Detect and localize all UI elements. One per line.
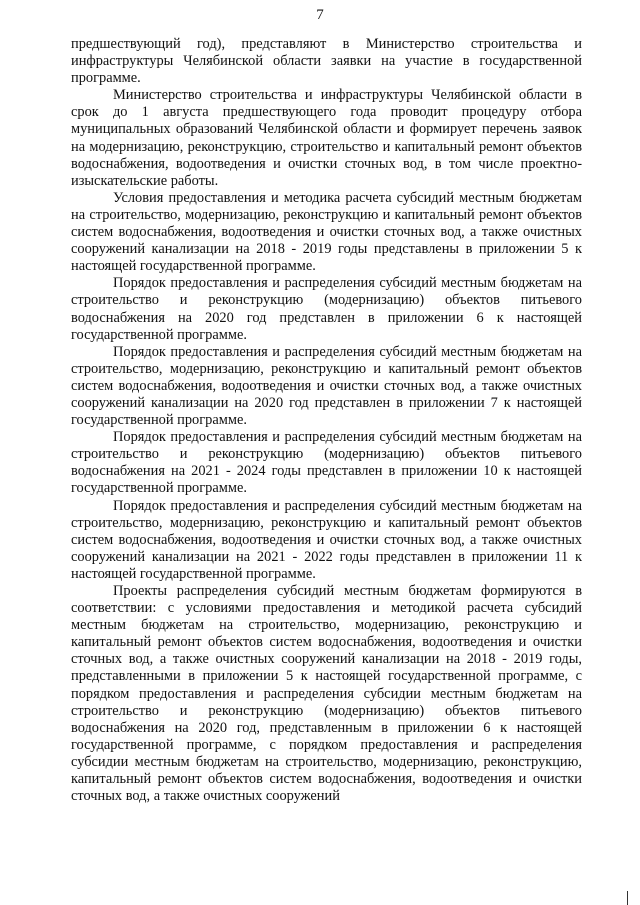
- paragraph-procedure-2020-drinking-water: Порядок предоставления и распределения субсидий местным бюджетам на строительство и реконструкцию (модернизацию) объектов питьевого водоснабжения на 2020 год представлен в приложении 6 к настоящей государственной программе.: [71, 275, 582, 343]
- paragraph-conditions-2018-2019: Условия предоставления и методика расчета субсидий местным бюджетам на строительство, модернизацию, реконструкцию и капитальный ремонт объектов систем водоснабжения, водоотведения и очистки сточных вод, а также очистных сооружений канализации на 2018 - 2019 годы представлены в приложении 5 к настоящей государственной программе.: [71, 189, 582, 275]
- paragraph-distribution-projects: Проекты распределения субсидий местным бюджетам формируются в соответствии: с условиями предоставления и методикой расчета субсидий местным бюджетам на строительство, модернизацию, реконструкцию и капитальный ремонт объектов систем водоснабжения, водоотведения и очистки сточных вод, а также очистных сооружений канализации на 2018 - 2019 годы, представленными в приложении 5 к настоящей государственной программе, с порядком предоставления и распределения субсидии местным бюджетам на строительство и реконструкцию (модернизацию) объектов питьевого водоснабжения на 2020 год, представленным в приложении 6 к настоящей государственной программе, с порядком предоставления и распределения субсидии местным бюджетам на строительство, модернизацию, реконструкцию, капитальный ремонт объектов систем водоснабжения, водоотведения и очистки сточных вод, а также очистных сооружений: [71, 583, 582, 805]
- paragraph-procedure-2020-sewerage: Порядок предоставления и распределения субсидий местным бюджетам на строительство, модернизацию, реконструкцию и капитальный ремонт объектов систем водоснабжения, водоотведения и очистки сточных вод, а также очистных сооружений канализации на 2020 год представлен в приложении 7 к настоящей государственной программе.: [71, 343, 582, 429]
- scan-edge-mark: [627, 891, 628, 905]
- paragraph-continuation: предшествующий год), представляют в Министерство строительства и инфраструктуры Челябинской области заявки на участие в государственной программе.: [71, 36, 582, 87]
- paragraph-procedure-2021-2024-drinking-water: Порядок предоставления и распределения субсидий местным бюджетам на строительство и реконструкцию (модернизацию) объектов питьевого водоснабжения на 2021 - 2024 годы представлен в приложении 10 к настоящей государственной программе.: [71, 429, 582, 497]
- page-number: 7: [316, 7, 324, 23]
- paragraph-selection-procedure: Министерство строительства и инфраструктуры Челябинской области в срок до 1 августа предшествующего года проводит процедуру отбора муниципальных образований Челябинской области и формирует перечень заявок на модернизацию, реконструкцию, строительство и капитальный ремонт объектов водоснабжения, водоотведения и очистки сточных вод, в том числе проектно-изыскательские работы.: [71, 87, 582, 189]
- paragraph-procedure-2021-2022-sewerage: Порядок предоставления и распределения субсидий местным бюджетам на строительство, модернизацию, реконструкцию и капитальный ремонт объектов систем водоснабжения, водоотведения и очистки сточных вод, а также очистных сооружений канализации на 2021 - 2022 годы представлен в приложении 11 к настоящей государственной программе.: [71, 497, 582, 582]
- document-body: [71, 36, 582, 805]
